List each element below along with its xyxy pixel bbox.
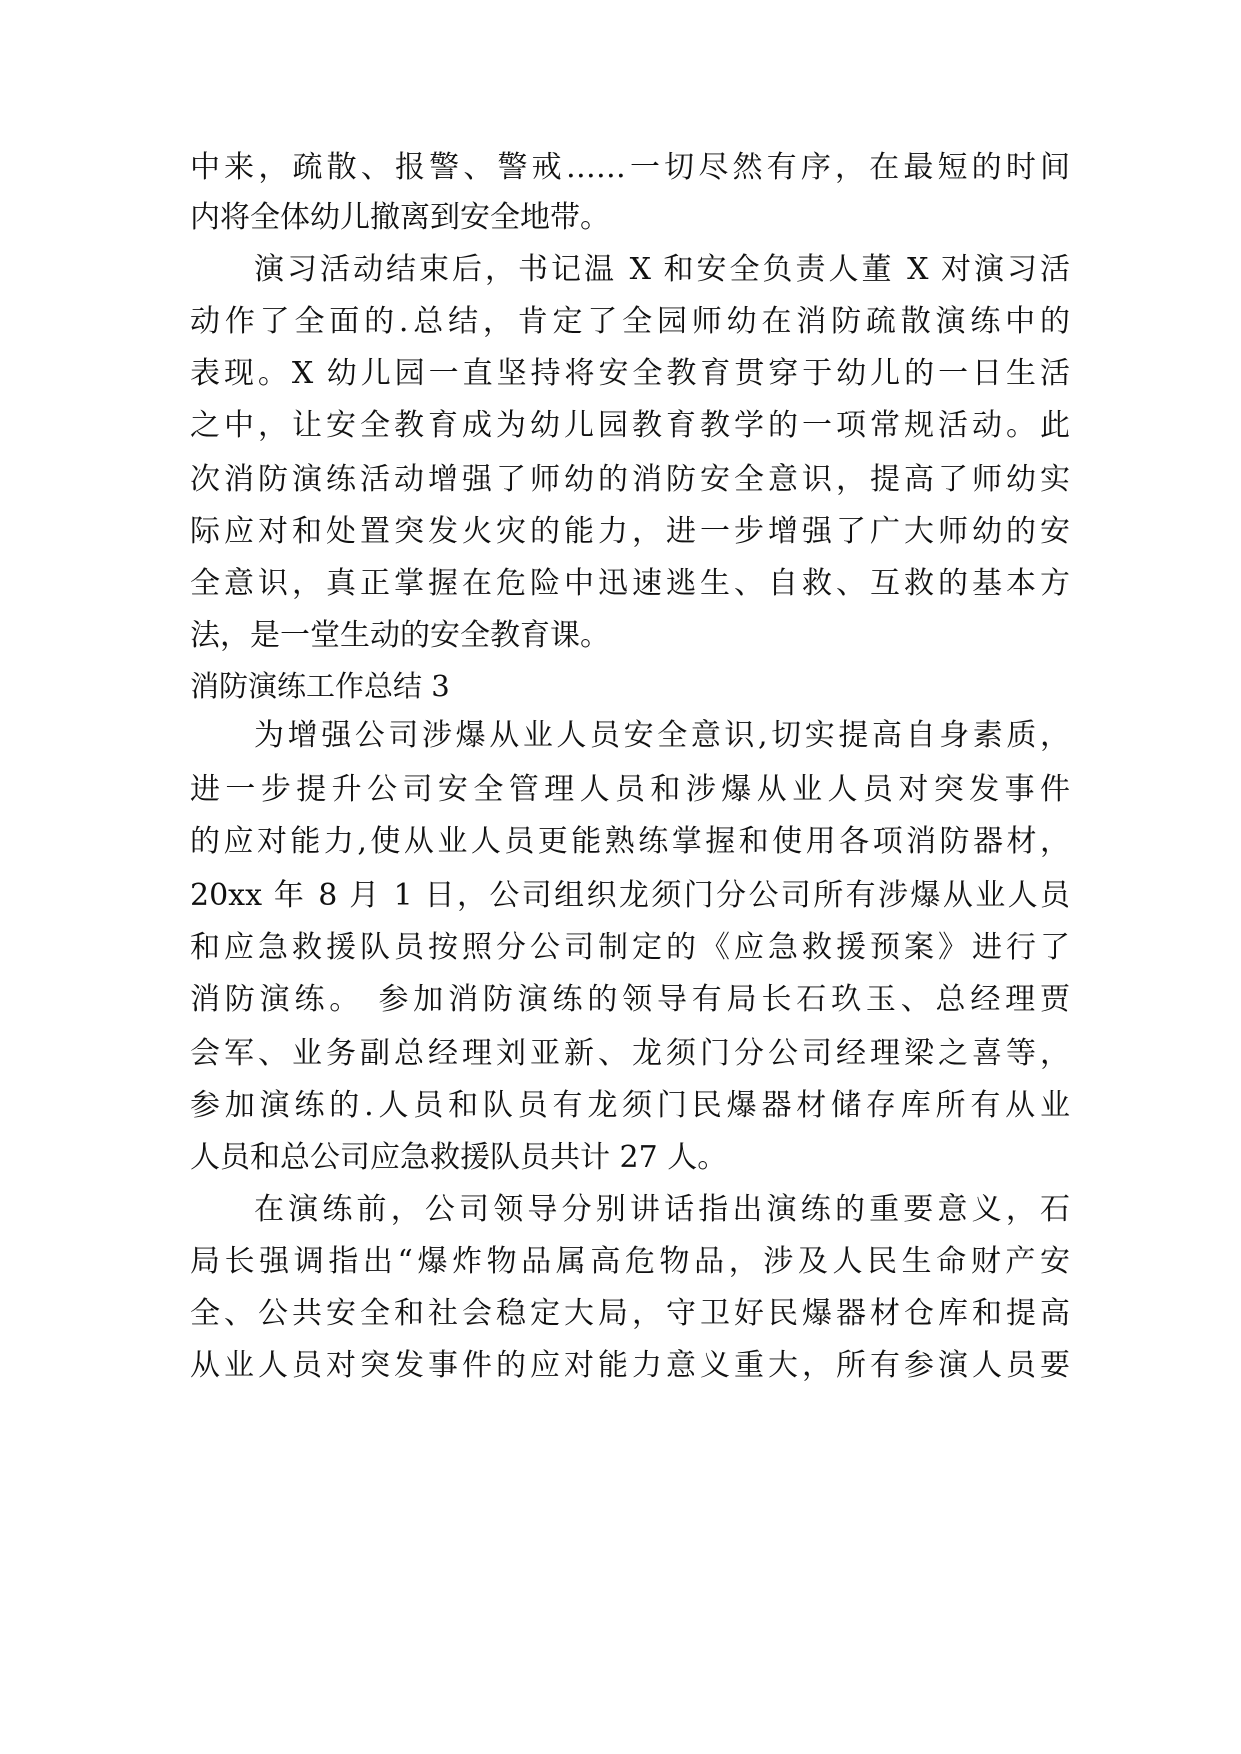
text-line: 表现。X 幼儿园一直坚持将安全教育贯穿于幼儿的一日生活 [190, 356, 1070, 391]
section-heading: 消防演练工作总结 3 [190, 669, 450, 703]
text-line: 全意识，真正掌握在危险中迅速逃生、自救、互救的基本方 [190, 566, 1070, 601]
text-line: 和应急救援队员按照分公司制定的《应急救援预案》进行了 [190, 930, 1070, 965]
text-line: 演习活动结束后，书记温 X 和安全负责人董 X 对演习活 [254, 252, 1070, 287]
text-line: 次消防演练活动增强了师幼的消防安全意识，提高了师幼实 [190, 462, 1070, 497]
text-line: 法，是一堂生动的安全教育课。 [190, 618, 610, 653]
text-line: 会军、业务副总经理刘亚新、龙须门分公司经理梁之喜等， [190, 1036, 1070, 1071]
text-line: 为增强公司涉爆从业人员安全意识,切实提高自身素质， [254, 718, 1070, 753]
text-line: 进一步提升公司安全管理人员和涉爆从业人员对突发事件 [190, 772, 1070, 807]
text-line: 际应对和处置突发火灾的能力，进一步增强了广大师幼的安 [190, 514, 1070, 549]
text-line: 之中，让安全教育成为幼儿园教育教学的一项常规活动。此 [190, 408, 1070, 443]
text-line: 从业人员对突发事件的应对能力意义重大，所有参演人员要 [190, 1348, 1070, 1383]
text-line: 中来，疏散、报警、警戒……一切尽然有序，在最短的时间 [190, 150, 1070, 185]
text-line: 局长强调指出“爆炸物品属高危物品，涉及人民生命财产安 [190, 1244, 1070, 1279]
text-line: 在演练前，公司领导分别讲话指出演练的重要意义，石 [254, 1192, 1070, 1227]
text-line: 内将全体幼儿撤离到安全地带。 [190, 200, 610, 235]
text-line: 的应对能力,使从业人员更能熟练掌握和使用各项消防器材， [190, 824, 1070, 859]
text-line: 消防演练。 参加消防演练的领导有局长石玖玉、总经理贾 [190, 982, 1070, 1017]
text-line: 20xx 年 8 月 1 日，公司组织龙须门分公司所有涉爆从业人员 [190, 878, 1070, 913]
text-line: 人员和总公司应急救援队员共计 27 人。 [190, 1140, 728, 1175]
text-line: 全、公共安全和社会稳定大局，守卫好民爆器材仓库和提高 [190, 1296, 1070, 1331]
text-line: 动作了全面的.总结，肯定了全园师幼在消防疏散演练中的 [190, 304, 1070, 339]
text-line: 参加演练的.人员和队员有龙须门民爆器材储存库所有从业 [190, 1088, 1070, 1123]
